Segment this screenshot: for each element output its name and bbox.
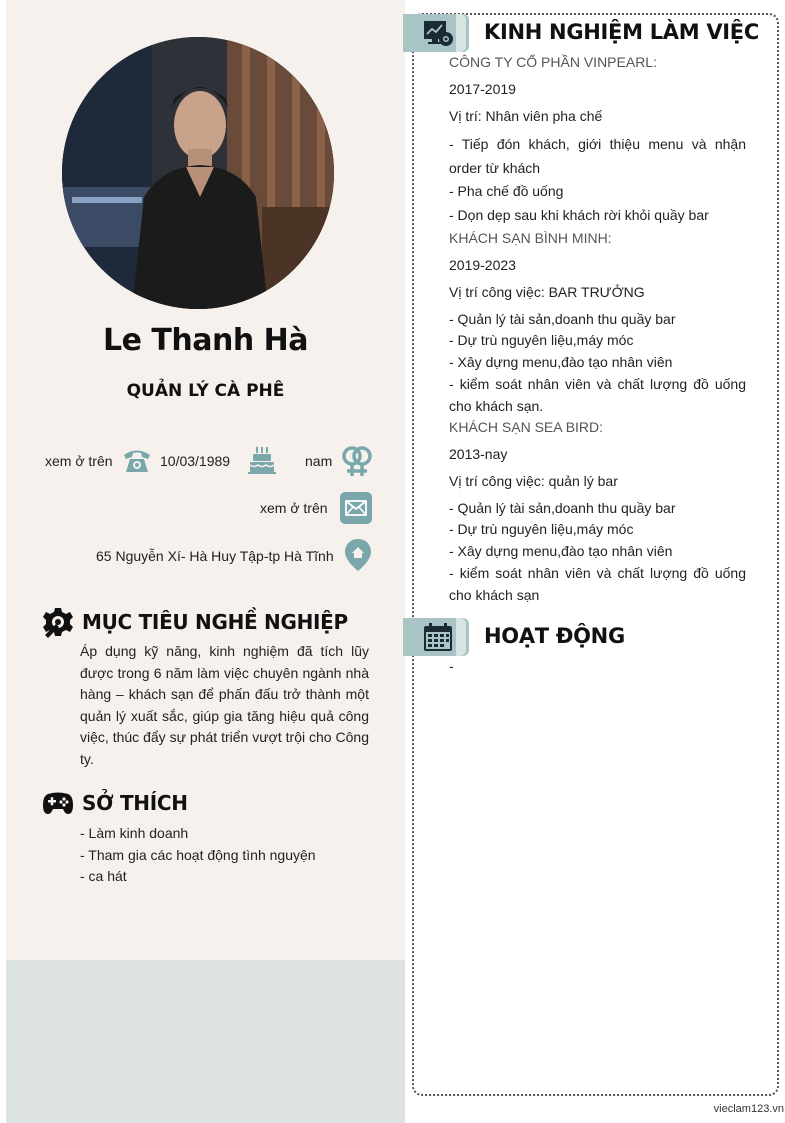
- job-task: - Tiếp đón khách, giới thiệu menu và nhận order từ khách: [449, 136, 746, 176]
- hobby-item: - ca hát: [80, 868, 127, 884]
- phone-icon: [121, 445, 153, 475]
- chart-gear-icon: [422, 18, 454, 48]
- calendar-icon: [422, 622, 454, 652]
- activities-tab: [403, 618, 469, 656]
- candidate-name: Le Thanh Hà: [103, 323, 308, 358]
- activities-title: HOẠT ĐỘNG: [484, 624, 625, 648]
- phone-value: xem ở trên: [45, 453, 113, 469]
- job-task: - Pha chế đồ uống: [449, 183, 564, 199]
- gamepad-icon: [42, 789, 74, 817]
- hobby-item: - Tham gia các hoạt động tình nguyện: [80, 847, 316, 863]
- job-period: 2017-2019: [449, 81, 516, 97]
- job-company: KHÁCH SẠN SEA BIRD:: [449, 419, 604, 435]
- activities-text: -: [449, 658, 454, 674]
- job-task: - Xây dựng menu,đào tạo nhân viên: [449, 354, 673, 370]
- job-task: - Dự trù nguyên liệu,máy móc: [449, 521, 634, 537]
- job-task: - Quản lý tài sản,doanh thu quầy bar: [449, 311, 676, 327]
- gender-icon: [340, 444, 374, 478]
- job-position: Vị trí công việc: BAR TRƯỞNG: [449, 284, 645, 300]
- address-value: 65 Nguyễn Xí- Hà Huy Tập-tp Hà Tĩnh: [96, 548, 334, 564]
- envelope-icon: [340, 492, 372, 524]
- email-value: xem ở trên: [260, 500, 328, 516]
- job-period: 2013-nay: [449, 446, 508, 462]
- experience-title: KINH NGHIỆM LÀM VIỆC: [484, 20, 759, 44]
- job-task: - Xây dựng menu,đào tạo nhân viên: [449, 543, 673, 559]
- job-position: Vị trí: Nhân viên pha chế: [449, 108, 603, 124]
- hobby-item: - Làm kinh doanh: [80, 825, 189, 841]
- profile-photo: [62, 37, 334, 309]
- left-column-footer-band: [6, 960, 405, 1123]
- job-company: CÔNG TY CỔ PHẦN VINPEARL:: [449, 54, 657, 70]
- job-period: 2019-2023: [449, 257, 516, 273]
- objective-title: MỤC TIÊU NGHỀ NGHIỆP: [82, 610, 348, 634]
- experience-tab: [403, 14, 469, 52]
- birthday-cake-icon: [246, 444, 278, 476]
- hobbies-title: SỞ THÍCH: [82, 791, 188, 815]
- job-task: - kiểm soát nhân viên và chất lượng đồ uống cho khách sạn: [449, 565, 746, 603]
- candidate-job-title: QUẢN LÝ CÀ PHÊ: [126, 381, 285, 401]
- job-task: - Dọn dẹp sau khi khách rời khỏi quầy bar: [449, 207, 709, 223]
- job-company: KHÁCH SẠN BÌNH MINH:: [449, 230, 612, 246]
- location-pin-icon: [344, 538, 372, 572]
- birthday-value: 10/03/1989: [160, 453, 231, 469]
- job-task: - Dự trù nguyên liệu,máy móc: [449, 332, 634, 348]
- job-task: - Quản lý tài sản,doanh thu quầy bar: [449, 500, 676, 516]
- gender-value: nam: [305, 453, 333, 469]
- footer-brand: vieclam123.vn: [713, 1103, 784, 1115]
- gear-wrench-icon: [42, 606, 74, 638]
- job-task: - kiểm soát nhân viên và chất lượng đồ uống cho khách sạn.: [449, 376, 746, 414]
- job-position: Vị trí công việc: quản lý bar: [449, 473, 618, 489]
- objective-text: Áp dụng kỹ năng, kinh nghiệm đã tích lũy được trong 6 năm làm việc chuyên ngành nhà hàng – khách sạn để phấn đấu trở thành một quản lý xuất sắc, giúp gia tăng hiệu quả công việc, thúc đẩy sự phát triển vượt trội cho Công ty.: [80, 643, 369, 767]
